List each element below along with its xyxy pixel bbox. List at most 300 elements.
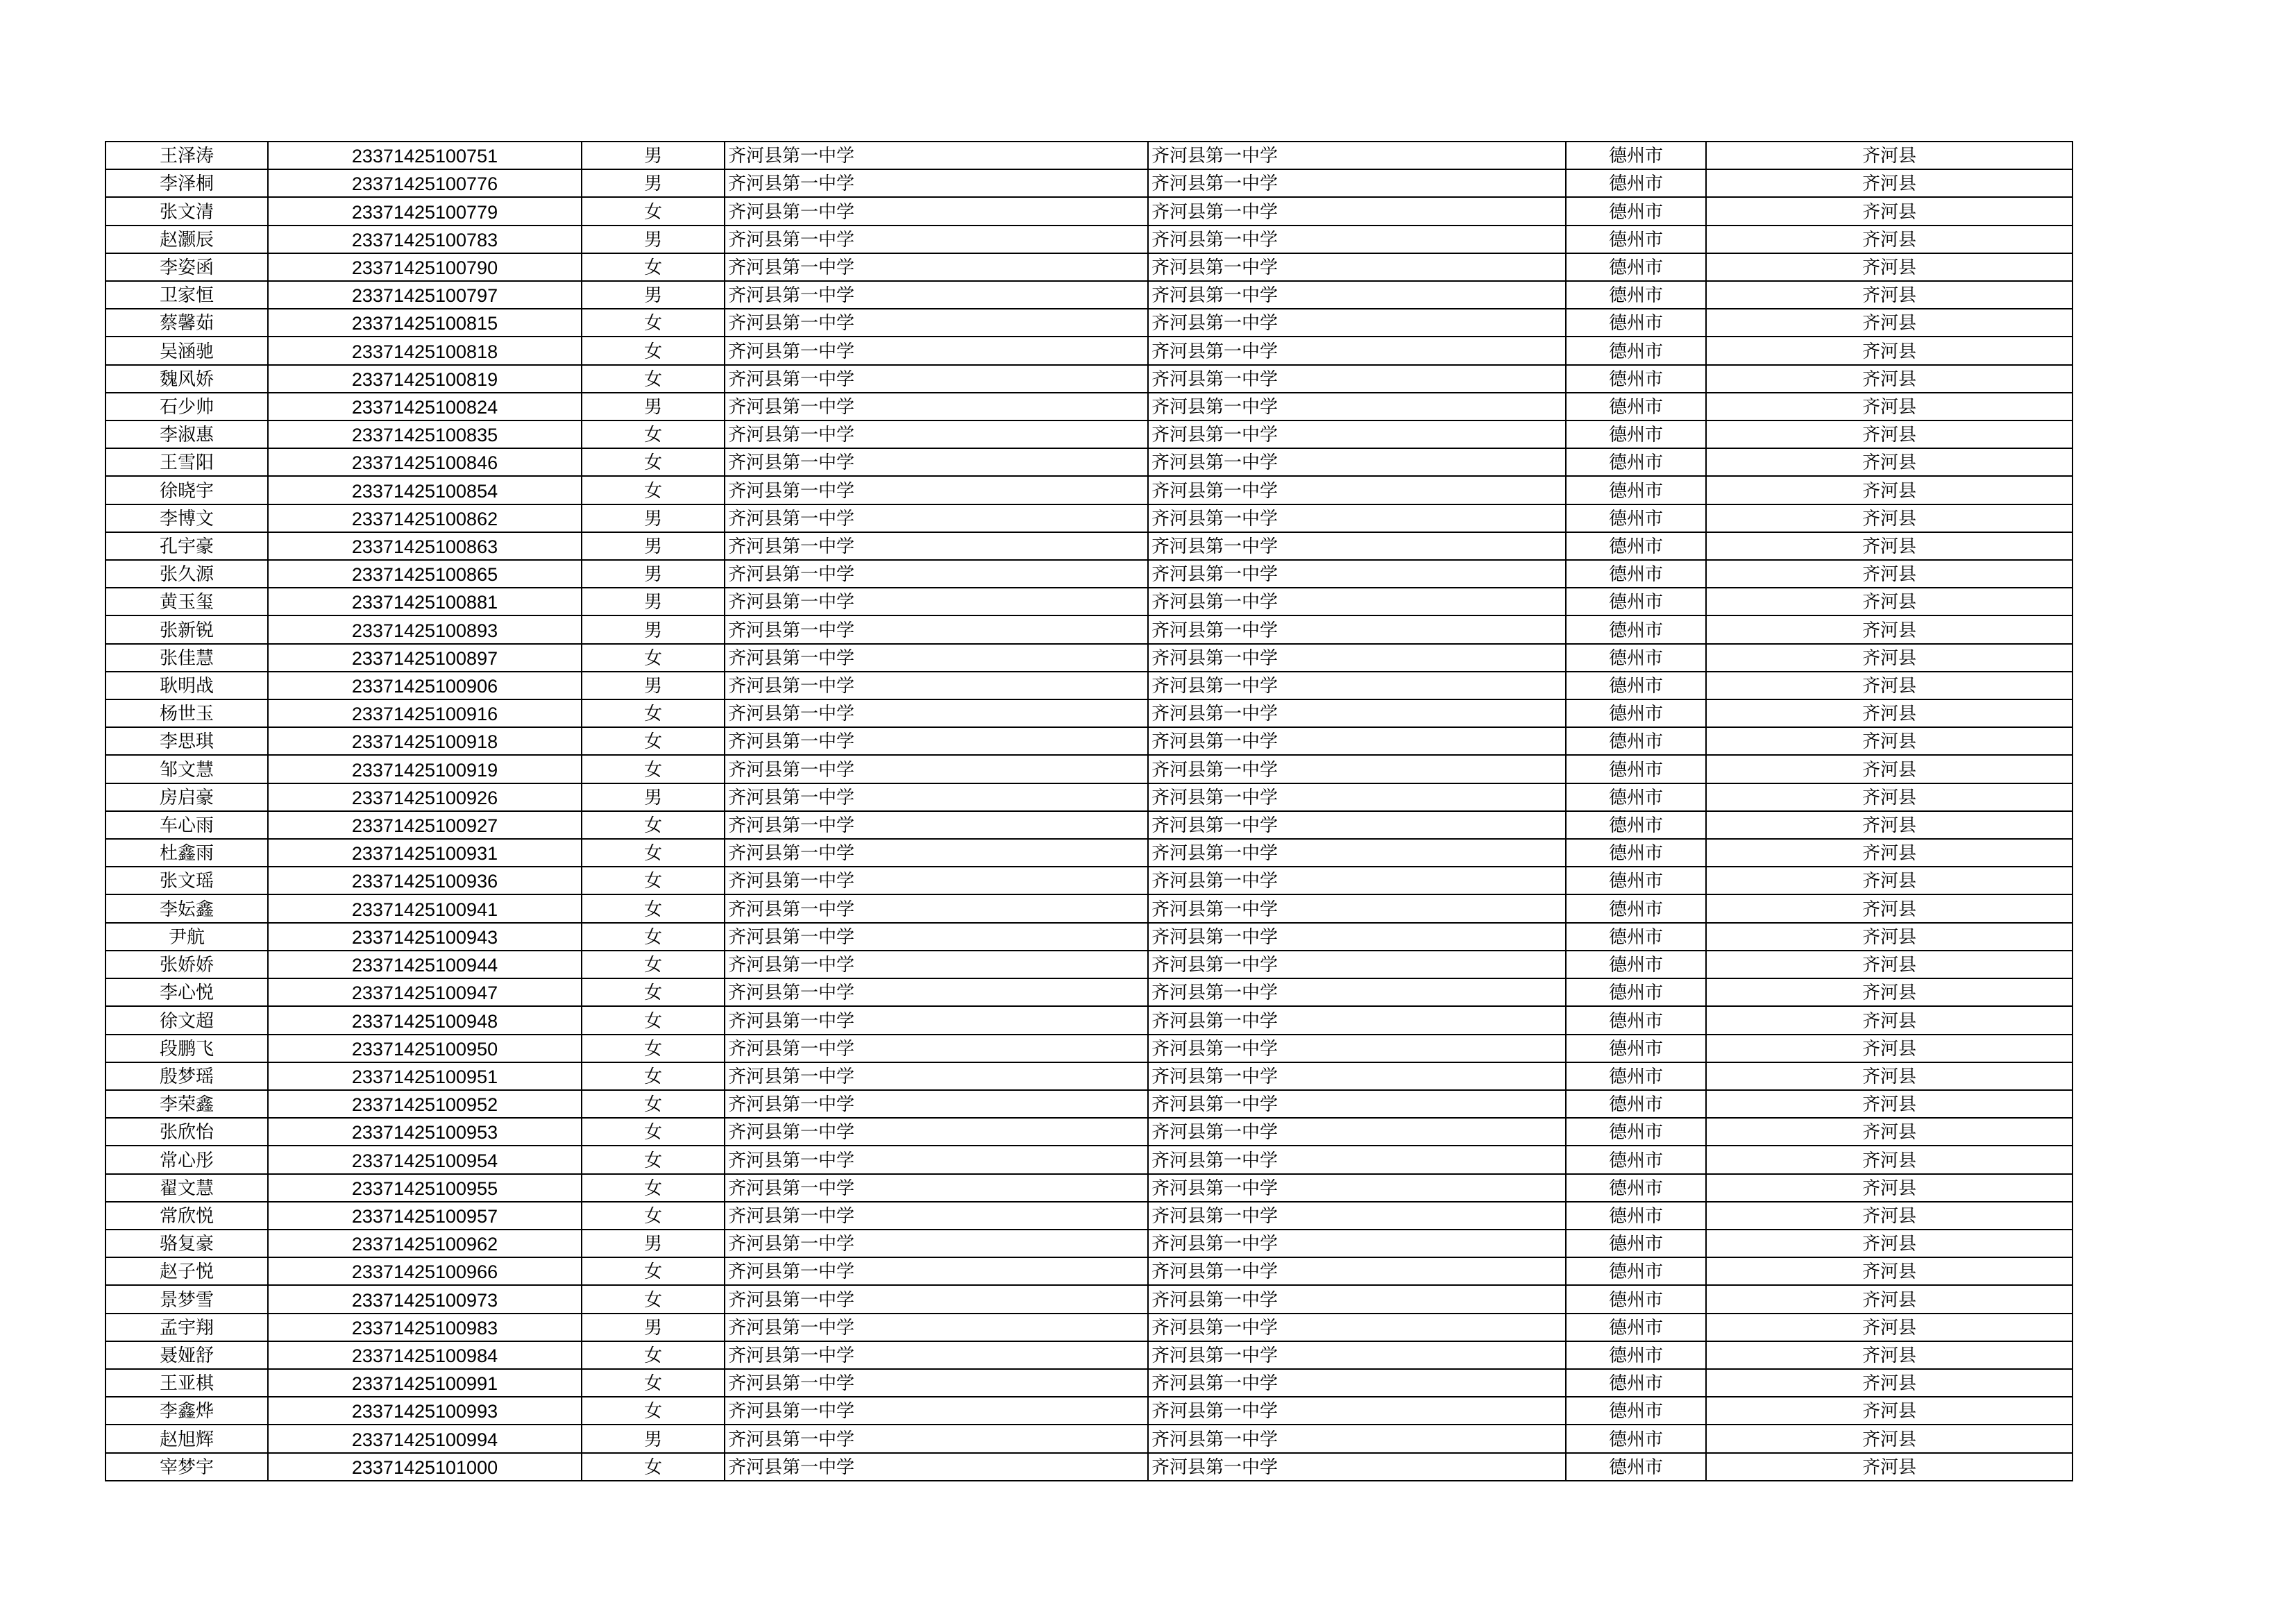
school-cell: 齐河县第一中学 <box>725 197 1148 225</box>
student-name-cell: 景梦雪 <box>105 1285 268 1313</box>
registered-school-cell: 齐河县第一中学 <box>1148 923 1566 951</box>
registered-school-cell: 齐河县第一中学 <box>1148 1090 1566 1118</box>
exam-number-cell: 23371425100835 <box>268 420 582 448</box>
county-cell: 齐河县 <box>1706 1230 2073 1257</box>
exam-number-cell: 23371425100751 <box>268 142 582 169</box>
exam-number-cell: 23371425100815 <box>268 309 582 337</box>
student-name-cell: 邹文慧 <box>105 755 268 783</box>
school-cell: 齐河县第一中学 <box>725 951 1148 978</box>
county-cell: 齐河县 <box>1706 1453 2073 1481</box>
exam-number-cell: 23371425100818 <box>268 337 582 364</box>
gender-cell: 女 <box>582 699 725 727</box>
table-row <box>105 309 2073 337</box>
city-cell: 德州市 <box>1566 1062 1706 1090</box>
table-row <box>105 727 2073 755</box>
student-name-cell: 聂娅舒 <box>105 1341 268 1369</box>
county-cell: 齐河县 <box>1706 951 2073 978</box>
registered-school-cell: 齐河县第一中学 <box>1148 420 1566 448</box>
registered-school-cell: 齐河县第一中学 <box>1148 1035 1566 1062</box>
county-cell: 齐河县 <box>1706 1257 2073 1285</box>
county-cell: 齐河县 <box>1706 1090 2073 1118</box>
registered-school-cell: 齐河县第一中学 <box>1148 1285 1566 1313</box>
registered-school-cell: 齐河县第一中学 <box>1148 644 1566 672</box>
school-cell: 齐河县第一中学 <box>725 1062 1148 1090</box>
gender-cell: 女 <box>582 839 725 867</box>
table-row <box>105 1090 2073 1118</box>
registered-school-cell: 齐河县第一中学 <box>1148 699 1566 727</box>
county-cell: 齐河县 <box>1706 393 2073 420</box>
gender-cell: 女 <box>582 978 725 1006</box>
exam-number-cell: 23371425100948 <box>268 1006 582 1034</box>
county-cell: 齐河县 <box>1706 309 2073 337</box>
school-cell: 齐河县第一中学 <box>725 1174 1148 1202</box>
exam-number-cell: 23371425100953 <box>268 1118 582 1146</box>
gender-cell: 女 <box>582 1285 725 1313</box>
gender-cell: 男 <box>582 615 725 643</box>
registered-school-cell: 齐河县第一中学 <box>1148 839 1566 867</box>
school-cell: 齐河县第一中学 <box>725 1118 1148 1146</box>
city-cell: 德州市 <box>1566 615 1706 643</box>
exam-number-cell: 23371425100918 <box>268 727 582 755</box>
gender-cell: 女 <box>582 365 725 393</box>
student-name-cell: 段鹏飞 <box>105 1035 268 1062</box>
student-name-cell: 骆复豪 <box>105 1230 268 1257</box>
city-cell: 德州市 <box>1566 448 1706 476</box>
city-cell: 德州市 <box>1566 1146 1706 1173</box>
school-cell: 齐河县第一中学 <box>725 1146 1148 1173</box>
city-cell: 德州市 <box>1566 1230 1706 1257</box>
city-cell: 德州市 <box>1566 142 1706 169</box>
school-cell: 齐河县第一中学 <box>725 253 1148 281</box>
registered-school-cell: 齐河县第一中学 <box>1148 1369 1566 1397</box>
table-row <box>105 532 2073 560</box>
exam-number-cell: 23371425100951 <box>268 1062 582 1090</box>
table-row <box>105 672 2073 699</box>
school-cell: 齐河县第一中学 <box>725 281 1148 309</box>
county-cell: 齐河县 <box>1706 811 2073 839</box>
student-name-cell: 杨世玉 <box>105 699 268 727</box>
exam-number-cell: 23371425100957 <box>268 1202 582 1230</box>
registered-school-cell: 齐河县第一中学 <box>1148 226 1566 253</box>
table-row <box>105 615 2073 643</box>
county-cell: 齐河县 <box>1706 448 2073 476</box>
student-name-cell: 蔡馨茹 <box>105 309 268 337</box>
gender-cell: 女 <box>582 420 725 448</box>
student-name-cell: 李心悦 <box>105 978 268 1006</box>
school-cell: 齐河县第一中学 <box>725 923 1148 951</box>
table-body <box>105 142 2073 1481</box>
table-row <box>105 1006 2073 1034</box>
exam-number-cell: 23371425100906 <box>268 672 582 699</box>
city-cell: 德州市 <box>1566 253 1706 281</box>
table-row <box>105 142 2073 169</box>
county-cell: 齐河县 <box>1706 1174 2073 1202</box>
exam-number-cell: 23371425100993 <box>268 1397 582 1425</box>
table-row <box>105 951 2073 978</box>
registered-school-cell: 齐河县第一中学 <box>1148 811 1566 839</box>
student-name-cell: 孟宇翔 <box>105 1314 268 1341</box>
gender-cell: 女 <box>582 1035 725 1062</box>
exam-number-cell: 23371425100881 <box>268 588 582 615</box>
city-cell: 德州市 <box>1566 1174 1706 1202</box>
student-name-cell: 赵灏辰 <box>105 226 268 253</box>
registered-school-cell: 齐河县第一中学 <box>1148 1006 1566 1034</box>
student-name-cell: 张文瑶 <box>105 867 268 894</box>
county-cell: 齐河县 <box>1706 588 2073 615</box>
gender-cell: 女 <box>582 1369 725 1397</box>
exam-number-cell: 23371425100790 <box>268 253 582 281</box>
gender-cell: 女 <box>582 867 725 894</box>
county-cell: 齐河县 <box>1706 142 2073 169</box>
exam-number-cell: 23371425100984 <box>268 1341 582 1369</box>
county-cell: 齐河县 <box>1706 1062 2073 1090</box>
school-cell: 齐河县第一中学 <box>725 226 1148 253</box>
city-cell: 德州市 <box>1566 839 1706 867</box>
registered-school-cell: 齐河县第一中学 <box>1148 142 1566 169</box>
table-row <box>105 839 2073 867</box>
student-name-cell: 李姿函 <box>105 253 268 281</box>
gender-cell: 女 <box>582 1062 725 1090</box>
registered-school-cell: 齐河县第一中学 <box>1148 365 1566 393</box>
table-row <box>105 365 2073 393</box>
exam-number-cell: 23371425101000 <box>268 1453 582 1481</box>
school-cell: 齐河县第一中学 <box>725 1006 1148 1034</box>
county-cell: 齐河县 <box>1706 532 2073 560</box>
school-cell: 齐河县第一中学 <box>725 1035 1148 1062</box>
exam-number-cell: 23371425100966 <box>268 1257 582 1285</box>
exam-number-cell: 23371425100776 <box>268 169 582 197</box>
student-name-cell: 耿明战 <box>105 672 268 699</box>
county-cell: 齐河县 <box>1706 727 2073 755</box>
table-row <box>105 1146 2073 1173</box>
registered-school-cell: 齐河县第一中学 <box>1148 1146 1566 1173</box>
city-cell: 德州市 <box>1566 420 1706 448</box>
table-row <box>105 560 2073 588</box>
county-cell: 齐河县 <box>1706 253 2073 281</box>
city-cell: 德州市 <box>1566 727 1706 755</box>
registered-school-cell: 齐河县第一中学 <box>1148 560 1566 588</box>
school-cell: 齐河县第一中学 <box>725 1314 1148 1341</box>
student-name-cell: 王雪阳 <box>105 448 268 476</box>
school-cell: 齐河县第一中学 <box>725 560 1148 588</box>
registered-school-cell: 齐河县第一中学 <box>1148 532 1566 560</box>
registered-school-cell: 齐河县第一中学 <box>1148 281 1566 309</box>
table-row <box>105 1453 2073 1481</box>
county-cell: 齐河县 <box>1706 1035 2073 1062</box>
city-cell: 德州市 <box>1566 951 1706 978</box>
exam-number-cell: 23371425100954 <box>268 1146 582 1173</box>
county-cell: 齐河县 <box>1706 226 2073 253</box>
county-cell: 齐河县 <box>1706 476 2073 504</box>
exam-number-cell: 23371425100927 <box>268 811 582 839</box>
school-cell: 齐河县第一中学 <box>725 1453 1148 1481</box>
student-name-cell: 石少帅 <box>105 393 268 420</box>
gender-cell: 女 <box>582 1257 725 1285</box>
county-cell: 齐河县 <box>1706 978 2073 1006</box>
table-row <box>105 393 2073 420</box>
gender-cell: 男 <box>582 532 725 560</box>
gender-cell: 女 <box>582 253 725 281</box>
exam-number-cell: 23371425100926 <box>268 783 582 811</box>
city-cell: 德州市 <box>1566 226 1706 253</box>
table-row <box>105 644 2073 672</box>
city-cell: 德州市 <box>1566 1090 1706 1118</box>
registered-school-cell: 齐河县第一中学 <box>1148 1453 1566 1481</box>
city-cell: 德州市 <box>1566 1341 1706 1369</box>
registered-school-cell: 齐河县第一中学 <box>1148 1062 1566 1090</box>
gender-cell: 女 <box>582 811 725 839</box>
gender-cell: 女 <box>582 1397 725 1425</box>
exam-number-cell: 23371425100797 <box>268 281 582 309</box>
exam-number-cell: 23371425100862 <box>268 504 582 532</box>
county-cell: 齐河县 <box>1706 923 2073 951</box>
registered-school-cell: 齐河县第一中学 <box>1148 169 1566 197</box>
gender-cell: 男 <box>582 1314 725 1341</box>
county-cell: 齐河县 <box>1706 755 2073 783</box>
exam-number-cell: 23371425100919 <box>268 755 582 783</box>
registered-school-cell: 齐河县第一中学 <box>1148 978 1566 1006</box>
county-cell: 齐河县 <box>1706 1341 2073 1369</box>
student-name-cell: 赵子悦 <box>105 1257 268 1285</box>
gender-cell: 女 <box>582 894 725 922</box>
city-cell: 德州市 <box>1566 393 1706 420</box>
school-cell: 齐河县第一中学 <box>725 337 1148 364</box>
registered-school-cell: 齐河县第一中学 <box>1148 867 1566 894</box>
table-row <box>105 504 2073 532</box>
gender-cell: 女 <box>582 448 725 476</box>
student-name-cell: 常心彤 <box>105 1146 268 1173</box>
student-name-cell: 李妘鑫 <box>105 894 268 922</box>
school-cell: 齐河县第一中学 <box>725 1285 1148 1313</box>
table-row <box>105 1230 2073 1257</box>
county-cell: 齐河县 <box>1706 615 2073 643</box>
city-cell: 德州市 <box>1566 1285 1706 1313</box>
exam-number-cell: 23371425100983 <box>268 1314 582 1341</box>
school-cell: 齐河县第一中学 <box>725 476 1148 504</box>
city-cell: 德州市 <box>1566 644 1706 672</box>
table-row <box>105 1314 2073 1341</box>
city-cell: 德州市 <box>1566 978 1706 1006</box>
city-cell: 德州市 <box>1566 476 1706 504</box>
student-name-cell: 殷梦瑶 <box>105 1062 268 1090</box>
registered-school-cell: 齐河县第一中学 <box>1148 588 1566 615</box>
school-cell: 齐河县第一中学 <box>725 615 1148 643</box>
school-cell: 齐河县第一中学 <box>725 448 1148 476</box>
table-row <box>105 281 2073 309</box>
city-cell: 德州市 <box>1566 699 1706 727</box>
city-cell: 德州市 <box>1566 1369 1706 1397</box>
city-cell: 德州市 <box>1566 1006 1706 1034</box>
table-row <box>105 783 2073 811</box>
gender-cell: 女 <box>582 1174 725 1202</box>
table-row <box>105 978 2073 1006</box>
county-cell: 齐河县 <box>1706 420 2073 448</box>
table-row <box>105 1035 2073 1062</box>
county-cell: 齐河县 <box>1706 169 2073 197</box>
student-name-cell: 张娇娇 <box>105 951 268 978</box>
county-cell: 齐河县 <box>1706 1006 2073 1034</box>
table-row <box>105 1257 2073 1285</box>
school-cell: 齐河县第一中学 <box>725 393 1148 420</box>
city-cell: 德州市 <box>1566 169 1706 197</box>
exam-number-cell: 23371425100973 <box>268 1285 582 1313</box>
student-name-cell: 房启豪 <box>105 783 268 811</box>
exam-number-cell: 23371425100897 <box>268 644 582 672</box>
exam-number-cell: 23371425100952 <box>268 1090 582 1118</box>
gender-cell: 男 <box>582 560 725 588</box>
gender-cell: 女 <box>582 197 725 225</box>
school-cell: 齐河县第一中学 <box>725 588 1148 615</box>
gender-cell: 女 <box>582 337 725 364</box>
table-row <box>105 588 2073 615</box>
registered-school-cell: 齐河县第一中学 <box>1148 476 1566 504</box>
student-roster-table <box>105 141 2073 1481</box>
city-cell: 德州市 <box>1566 309 1706 337</box>
table-row <box>105 1369 2073 1397</box>
school-cell: 齐河县第一中学 <box>725 504 1148 532</box>
city-cell: 德州市 <box>1566 672 1706 699</box>
table-row <box>105 476 2073 504</box>
school-cell: 齐河县第一中学 <box>725 365 1148 393</box>
student-name-cell: 张久源 <box>105 560 268 588</box>
city-cell: 德州市 <box>1566 755 1706 783</box>
county-cell: 齐河县 <box>1706 1314 2073 1341</box>
registered-school-cell: 齐河县第一中学 <box>1148 337 1566 364</box>
table-row <box>105 448 2073 476</box>
gender-cell: 女 <box>582 309 725 337</box>
gender-cell: 男 <box>582 281 725 309</box>
registered-school-cell: 齐河县第一中学 <box>1148 1118 1566 1146</box>
gender-cell: 女 <box>582 644 725 672</box>
student-name-cell: 杜鑫雨 <box>105 839 268 867</box>
student-name-cell: 赵旭辉 <box>105 1425 268 1452</box>
exam-number-cell: 23371425100944 <box>268 951 582 978</box>
county-cell: 齐河县 <box>1706 699 2073 727</box>
county-cell: 齐河县 <box>1706 894 2073 922</box>
student-name-cell: 尹航 <box>105 923 268 951</box>
city-cell: 德州市 <box>1566 560 1706 588</box>
school-cell: 齐河县第一中学 <box>725 1425 1148 1452</box>
gender-cell: 女 <box>582 755 725 783</box>
city-cell: 德州市 <box>1566 923 1706 951</box>
student-name-cell: 吴涵驰 <box>105 337 268 364</box>
registered-school-cell: 齐河县第一中学 <box>1148 783 1566 811</box>
table-row <box>105 1425 2073 1452</box>
gender-cell: 男 <box>582 504 725 532</box>
table-row <box>105 699 2073 727</box>
registered-school-cell: 齐河县第一中学 <box>1148 1314 1566 1341</box>
student-name-cell: 宰梦宇 <box>105 1453 268 1481</box>
student-name-cell: 徐晓宇 <box>105 476 268 504</box>
school-cell: 齐河县第一中学 <box>725 309 1148 337</box>
gender-cell: 男 <box>582 588 725 615</box>
student-name-cell: 翟文慧 <box>105 1174 268 1202</box>
registered-school-cell: 齐河县第一中学 <box>1148 197 1566 225</box>
exam-number-cell: 23371425100779 <box>268 197 582 225</box>
table-row <box>105 1397 2073 1425</box>
city-cell: 德州市 <box>1566 1425 1706 1452</box>
county-cell: 齐河县 <box>1706 1397 2073 1425</box>
city-cell: 德州市 <box>1566 1257 1706 1285</box>
exam-number-cell: 23371425100893 <box>268 615 582 643</box>
student-name-cell: 魏风娇 <box>105 365 268 393</box>
county-cell: 齐河县 <box>1706 1285 2073 1313</box>
exam-number-cell: 23371425100783 <box>268 226 582 253</box>
city-cell: 德州市 <box>1566 1035 1706 1062</box>
school-cell: 齐河县第一中学 <box>725 420 1148 448</box>
county-cell: 齐河县 <box>1706 867 2073 894</box>
table-row <box>105 1285 2073 1313</box>
school-cell: 齐河县第一中学 <box>725 1257 1148 1285</box>
city-cell: 德州市 <box>1566 197 1706 225</box>
gender-cell: 女 <box>582 951 725 978</box>
registered-school-cell: 齐河县第一中学 <box>1148 448 1566 476</box>
city-cell: 德州市 <box>1566 1118 1706 1146</box>
registered-school-cell: 齐河县第一中学 <box>1148 727 1566 755</box>
table-row <box>105 1202 2073 1230</box>
table-row <box>105 197 2073 225</box>
county-cell: 齐河县 <box>1706 560 2073 588</box>
registered-school-cell: 齐河县第一中学 <box>1148 1425 1566 1452</box>
student-name-cell: 孔宇豪 <box>105 532 268 560</box>
exam-number-cell: 23371425100819 <box>268 365 582 393</box>
school-cell: 齐河县第一中学 <box>725 727 1148 755</box>
county-cell: 齐河县 <box>1706 1118 2073 1146</box>
school-cell: 齐河县第一中学 <box>725 1341 1148 1369</box>
city-cell: 德州市 <box>1566 588 1706 615</box>
school-cell: 齐河县第一中学 <box>725 811 1148 839</box>
student-name-cell: 黄玉玺 <box>105 588 268 615</box>
exam-number-cell: 23371425100955 <box>268 1174 582 1202</box>
county-cell: 齐河县 <box>1706 504 2073 532</box>
student-name-cell: 王泽涛 <box>105 142 268 169</box>
table-row <box>105 894 2073 922</box>
registered-school-cell: 齐河县第一中学 <box>1148 894 1566 922</box>
school-cell: 齐河县第一中学 <box>725 169 1148 197</box>
student-name-cell: 张新锐 <box>105 615 268 643</box>
student-name-cell: 张文清 <box>105 197 268 225</box>
county-cell: 齐河县 <box>1706 839 2073 867</box>
student-name-cell: 张欣怡 <box>105 1118 268 1146</box>
registered-school-cell: 齐河县第一中学 <box>1148 504 1566 532</box>
exam-number-cell: 23371425100931 <box>268 839 582 867</box>
city-cell: 德州市 <box>1566 894 1706 922</box>
exam-number-cell: 23371425100941 <box>268 894 582 922</box>
student-name-cell: 车心雨 <box>105 811 268 839</box>
school-cell: 齐河县第一中学 <box>725 894 1148 922</box>
city-cell: 德州市 <box>1566 532 1706 560</box>
city-cell: 德州市 <box>1566 867 1706 894</box>
gender-cell: 男 <box>582 393 725 420</box>
student-name-cell: 李荣鑫 <box>105 1090 268 1118</box>
student-name-cell: 李鑫烨 <box>105 1397 268 1425</box>
gender-cell: 女 <box>582 1006 725 1034</box>
exam-number-cell: 23371425100846 <box>268 448 582 476</box>
gender-cell: 男 <box>582 1425 725 1452</box>
exam-number-cell: 23371425100962 <box>268 1230 582 1257</box>
table-row <box>105 226 2073 253</box>
exam-number-cell: 23371425100991 <box>268 1369 582 1397</box>
county-cell: 齐河县 <box>1706 337 2073 364</box>
table-row <box>105 1174 2073 1202</box>
table-row <box>105 1341 2073 1369</box>
school-cell: 齐河县第一中学 <box>725 1369 1148 1397</box>
registered-school-cell: 齐河县第一中学 <box>1148 1202 1566 1230</box>
gender-cell: 女 <box>582 1090 725 1118</box>
exam-number-cell: 23371425100865 <box>268 560 582 588</box>
registered-school-cell: 齐河县第一中学 <box>1148 1397 1566 1425</box>
gender-cell: 女 <box>582 727 725 755</box>
